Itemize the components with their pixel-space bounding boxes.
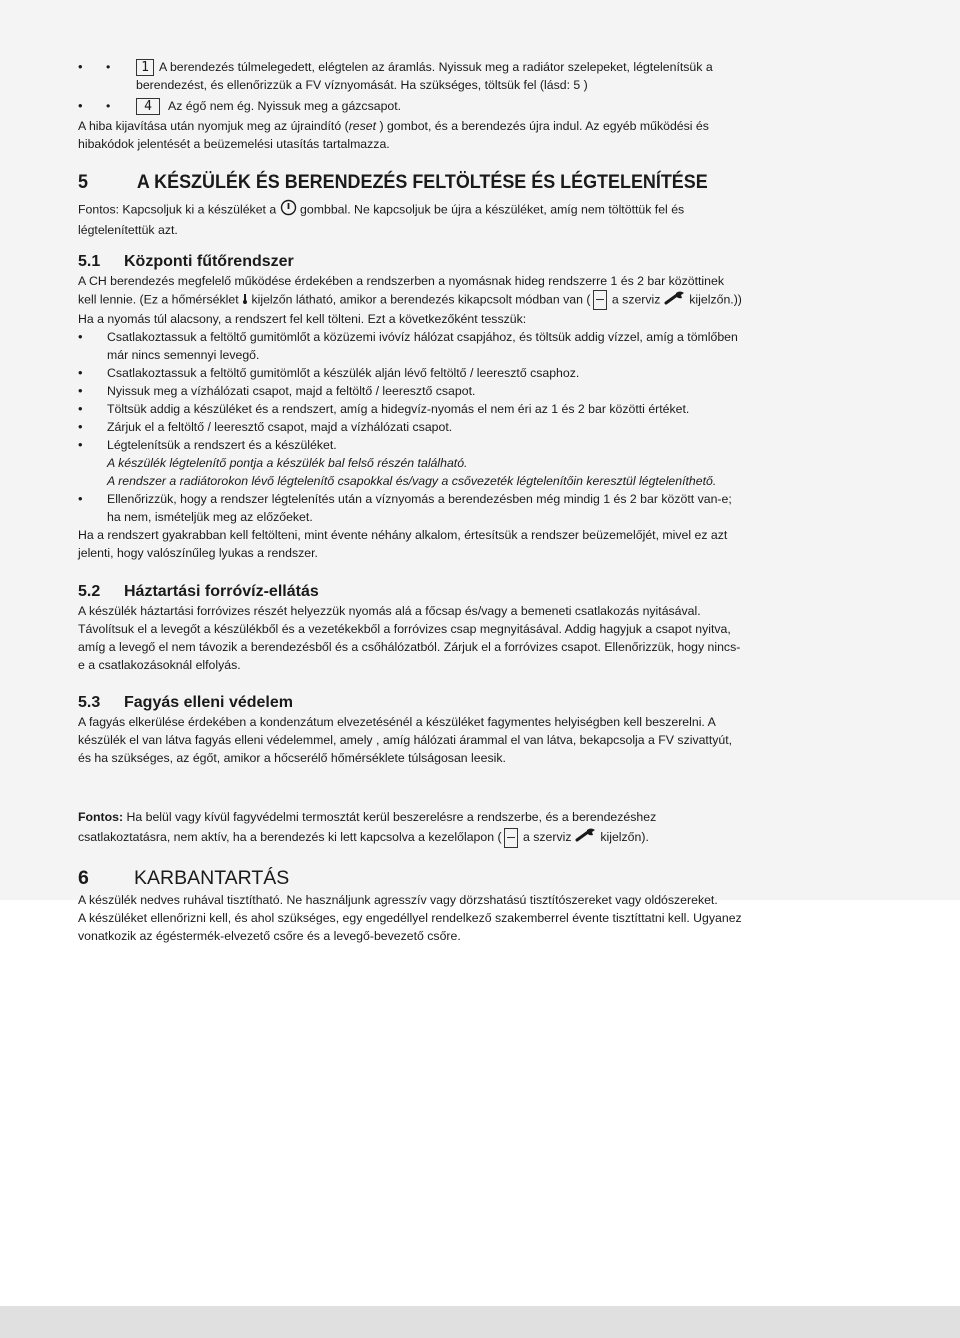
note-text-c: kijelzőn).	[596, 830, 649, 844]
list-item: • Csatlakoztassuk a feltöltő gumitömlőt a közüzemi ivóvíz hálózat csapjához, és töltsük addig vízzel, amíg a tömlőben már nincs semennyi levegő.	[78, 328, 742, 364]
intro-text-d: kijelzőn.)) Ha a nyomás túl alacsony, a rendszert fel kell tölteni. Ezt a következőként tesszük:	[78, 292, 742, 326]
section-6-para-1: A készülék nedves ruhával tisztítható. Ne használjunk agresszív vagy dörzshatású tisztítószereket vagy oldószereket.	[78, 892, 718, 907]
section-5-1-heading	[78, 252, 742, 272]
error-item-4: • • 4 Az égő nem ég. Nyissuk meg a gázcsapot.	[78, 97, 742, 115]
section-5-3-heading	[78, 693, 742, 713]
section-number: 5	[78, 171, 88, 193]
error-item-1: • • 1 A berendezés túlmelegedett, elégtelen az áramlás. Nyissuk meg a radiátor szelepeket, légtelenítsük a berendezést, és ellenőrizzük a FV víznyomását. Ha szükséges, töltsük fel (lásd: 5 )	[78, 58, 742, 94]
note-text-a: Ha belül vagy kívül fagyvédelmi termosztát kerül beszerelésre a rendszerbe, és a berendezéshez csatlakoztatásra, nem aktív, ha a berendezés ki lett kapcsolva a kezelőlapon (	[78, 810, 657, 844]
section-5-note	[78, 199, 742, 239]
list-item: • Ellenőrizzük, hogy a rendszer légtelenítés után a víznyomás a berendezésben még mindig 1 és 2 bar között van-e; ha nem, ismételjük meg az előzőeket.	[78, 490, 742, 526]
error-item-text: Az égő nem ég. Nyissuk meg a gázcsapot.	[168, 99, 402, 113]
section-title: KARBANTARTÁS	[134, 866, 290, 889]
section-5-heading	[78, 171, 708, 193]
section-5-3-body: A fagyás elkerülése érdekében a kondenzátum elvezetésénél a készüléket fagymentes helyiségben kell beszerelni. A készülék el van látva fagyás elleni védelemmel, amely , amíg hálózati árammal el van látva, bekapcsolja a FV szivattyút, és ha szükséges, az égőt, amikor a hőcserélő hőmérséklete túlságosan leesik.	[78, 715, 733, 765]
section-title: Fagyás elleni védelem	[124, 694, 293, 711]
section-title: A KÉSZÜLÉK ÉS BERENDEZÉS FELTÖLTÉSE ÉS LÉGTELENÍTÉSE	[136, 171, 708, 193]
fill-steps-list	[78, 328, 742, 526]
section-6-para-2: A készüléket ellenőrizni kell, és ahol szükséges, egy engedéllyel rendelkező szakemberrel évente tisztíttatni kell. Ugyanez vonatkozik az égéstermék-elvezető csőre és a levegő-bevezető csőre.	[78, 910, 742, 943]
section-title: Központi fűtőrendszer	[124, 253, 294, 270]
error-item-text: A berendezés túlmelegedett, elégtelen az áramlás. Nyissuk meg a radiátor szelepeket, légtelenítsük a berendezést, és ellenőrizzük a FV víznyomását. Ha szükséges, töltsük fel (lásd: 5 )	[136, 60, 713, 92]
section-number: 5.2	[78, 583, 101, 600]
reset-paragraph	[78, 117, 742, 153]
list-item-note: A készülék légtelenítő pontja a készülék bal felső részén található.	[107, 456, 468, 470]
power-icon	[280, 199, 297, 221]
error-code-badge: 4	[136, 98, 160, 115]
section-number: 5.3	[78, 694, 101, 711]
wrench-icon	[575, 828, 597, 848]
wrench-icon	[664, 291, 686, 310]
section-5-2-body: A készülék háztartási forróvizes részét helyezzük nyomás alá a főcsap és/vagy a bemeneti csatlakozás nyitásával. Távolítsuk el a levegőt a készülékből és a vezetékekből a forróvizes csap megnyitásával. Addig hagyjuk a csapot nyitva, amíg a levegő el nem távozik a berendezésből és a csőhálózatból. Zárjuk el a forróvizes csapot. Ellenőrizzük, hogy nincs-e a csatlakozásoknál elfolyás.	[78, 604, 741, 672]
section-5-2-heading	[78, 582, 742, 602]
list-item-text: • Légtelenítsük a rendszert és a készüléket.	[107, 438, 337, 452]
page-footer-band	[0, 1306, 960, 1338]
reset-text-pre: A hiba kijavítása után nyomjuk meg az újraindító (	[78, 119, 349, 133]
section-number: 6	[78, 866, 89, 889]
list-item-note: A rendszer a radiátorokon lévő légtelenítő csapokkal és/vagy a csővezeték légtelenítőin keresztül légteleníthető.	[107, 474, 717, 488]
frost-protection-note	[78, 807, 742, 848]
note-text-post: gombbal. Ne kapcsoljuk be újra a készüléket, amíg nem töltöttük fel és légtelenítettük azt.	[78, 202, 685, 237]
document-body	[78, 58, 742, 945]
list-item: • Töltsük addig a készüléket és a rendszert, amíg a hidegvíz-nyomás el nem éri az 1 és 2 bar közötti értéket.	[78, 400, 742, 418]
display-off-icon	[593, 290, 607, 310]
intro-text-b: kijelzőn látható, amikor a berendezés kikapcsolt módban van (	[248, 292, 591, 307]
list-item: • Nyissuk meg a vízhálózati csapot, majd a feltöltő / leeresztő csapot.	[78, 382, 742, 400]
note-text-b: a szerviz	[519, 830, 575, 844]
reset-text-post: ) gombot, és a berendezés újra indul. Az egyéb működési és hibakódok jelentését a beüzemelési utasítás tartalmazza.	[78, 119, 709, 151]
section-title: Háztartási forróvíz-ellátás	[124, 583, 319, 600]
list-item: • Zárjuk el a feltöltő / leeresztő csapot, majd a vízhálózati csapot.	[78, 418, 742, 436]
reset-word: reset	[348, 119, 377, 133]
list-item	[78, 436, 742, 490]
list-item: • Csatlakoztassuk a feltöltő gumitömlőt a készülék alján lévő feltöltő / leeresztő csaphoz.	[78, 364, 742, 382]
section-5-1-intro	[78, 272, 742, 328]
section-6-heading	[78, 867, 742, 889]
intro-text-c: a szerviz	[608, 292, 664, 307]
error-code-badge: 1	[136, 59, 154, 76]
display-off-icon	[504, 828, 518, 848]
intro-text-a: A CH berendezés megfelelő működése érdekében a rendszerben a nyomásnak hideg rendszerre 1 és 2 bar közöttinek kell lennie. (Ez a hőmérséklet	[78, 274, 724, 307]
section-number: 5.1	[78, 253, 101, 270]
section-5-1-closing: Ha a rendszert gyakrabban kell feltölteni, mint évente néhány alkalom, értesítsük a rendszer beüzemelőjét, mivel ez azt jelenti, hogy valószínűleg lyukas a rendszer.	[78, 528, 728, 560]
note-label: Fontos:	[78, 810, 124, 824]
note-text-pre: Fontos: Kapcsoljuk ki a készüléket a	[78, 202, 280, 217]
